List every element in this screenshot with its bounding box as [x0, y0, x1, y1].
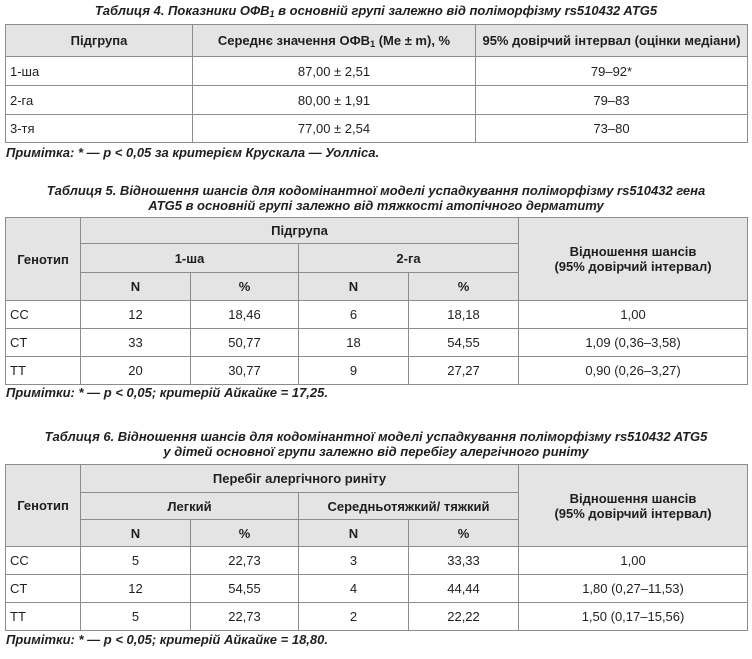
table5-header-pct2: %: [409, 273, 519, 301]
table4: [5, 24, 748, 143]
table5-note: Примітки: * — р < 0,05; критерій Айкайке = 17,25.: [6, 385, 328, 400]
table4-cell-group: 1-ша: [6, 57, 193, 86]
table4-caption-text: Таблиця 4. Показники ОФВ: [94, 3, 270, 18]
table4-note: Примітка: * — р < 0,05 за критерієм Крускала — Уолліса.: [6, 145, 380, 160]
table6-cell-n2: 4: [299, 575, 409, 603]
table5: [5, 217, 748, 385]
table4-cell-ci: 79–83: [476, 86, 748, 115]
table-row: [6, 575, 748, 603]
table6-header-sub2: Середньотяжкий/ тяжкий: [299, 493, 519, 520]
table6-note: Примітки: * — р < 0,05; критерій Айкайке = 18,80.: [6, 632, 328, 647]
table5-cell-pct1: 18,46: [191, 301, 299, 329]
table6-caption-line2: у дітей основної групи залежно від перебігу алергічного риніту: [163, 444, 589, 459]
table4-header-mean-subscript: 1: [370, 38, 376, 49]
table4-cell-ci: 79–92*: [476, 57, 748, 86]
table5-cell-n2: 6: [299, 301, 409, 329]
table5-header-group: Підгрупа: [81, 218, 519, 244]
table6-header-or-line1: Відношення шансів: [569, 490, 697, 506]
table4-header-mean-unit: (Me ± m), %: [375, 32, 451, 48]
table6-cell-pct2: 44,44: [409, 575, 519, 603]
table6-cell-n2: 2: [299, 603, 409, 631]
table4-cell-mean: 87,00 ± 2,51: [193, 57, 476, 86]
table4-cell-group: 3-тя: [6, 115, 193, 143]
table4-caption-subscript: 1: [269, 9, 275, 19]
table6-cell-pct1: 54,55: [191, 575, 299, 603]
table5-header-pct1: %: [191, 273, 299, 301]
table5-cell-n1: 20: [81, 357, 191, 385]
table5-cell-n1: 33: [81, 329, 191, 357]
table4-cell-ci: 73–80: [476, 115, 748, 143]
table5-header-odds-ratio: [519, 218, 748, 301]
table-row: [6, 547, 748, 575]
table5-header-or-line1: Відношення шансів: [569, 244, 697, 259]
table6-header-n2: N: [299, 520, 409, 547]
table4-header-mean: [193, 25, 476, 57]
table-row: [6, 301, 748, 329]
table6-cell-genotype: CC: [6, 547, 81, 575]
table6-header-odds-ratio: [519, 465, 748, 547]
table6-cell-n2: 3: [299, 547, 409, 575]
table6-cell-n1: 5: [81, 547, 191, 575]
table-row: [6, 357, 748, 385]
table4-caption: [0, 3, 752, 22]
table4-caption-text-end: в основній групі залежно від поліморфізму rs510432 ATG5: [274, 3, 658, 18]
table6-cell-or: 1,50 (0,17–15,56): [519, 603, 748, 631]
table5-cell-pct2: 27,27: [409, 357, 519, 385]
table6-cell-genotype: TT: [6, 603, 81, 631]
table4-cell-mean: 80,00 ± 1,91: [193, 86, 476, 115]
table6-cell-or: 1,00: [519, 547, 748, 575]
table6-caption: [0, 429, 752, 459]
table5-caption: [0, 183, 752, 213]
table5-header-sub2: 2-га: [299, 244, 519, 273]
table-row: [6, 329, 748, 357]
table6-caption-line1: Таблиця 6. Відношення шансів для кодомінантної моделі успадкування поліморфізму rs510432 ATG5: [44, 429, 708, 444]
table5-cell-pct1: 30,77: [191, 357, 299, 385]
table6: [5, 464, 748, 631]
table-row: [6, 86, 748, 115]
table5-cell-or: 1,00: [519, 301, 748, 329]
table5-cell-n2: 18: [299, 329, 409, 357]
table5-cell-or: 0,90 (0,26–3,27): [519, 357, 748, 385]
table6-header-pct1: %: [191, 520, 299, 547]
table5-caption-line1: Таблиця 5. Відношення шансів для кодомінантної моделі успадкування поліморфізму rs510432 гена: [46, 183, 706, 198]
table6-header-group: Перебіг алергічного риніту: [81, 465, 519, 493]
table4-cell-group: 2-га: [6, 86, 193, 115]
table5-cell-or: 1,09 (0,36–3,58): [519, 329, 748, 357]
table4-header-ci: 95% довірчий інтервал (оцінки медіани): [476, 25, 748, 57]
table5-caption-line2: ATG5 в основній групі залежно від тяжкості атопічного дерматиту: [148, 198, 604, 213]
table4-header-mean-text: Середнє значення ОФВ: [217, 32, 371, 48]
table5-cell-pct1: 50,77: [191, 329, 299, 357]
table5-header-or-line2: (95% довірчий інтервал): [554, 259, 712, 274]
table6-cell-genotype: CT: [6, 575, 81, 603]
table4-cell-mean: 77,00 ± 2,54: [193, 115, 476, 143]
table6-header-pct2: %: [409, 520, 519, 547]
table5-header-n2: N: [299, 273, 409, 301]
table6-cell-n1: 12: [81, 575, 191, 603]
table-row: [6, 603, 748, 631]
table6-cell-n1: 5: [81, 603, 191, 631]
table6-cell-pct1: 22,73: [191, 547, 299, 575]
table5-cell-pct2: 18,18: [409, 301, 519, 329]
table5-cell-pct2: 54,55: [409, 329, 519, 357]
table5-cell-n2: 9: [299, 357, 409, 385]
table5-header-genotype: Генотип: [6, 218, 81, 301]
table5-header-sub1: 1-ша: [81, 244, 299, 273]
table4-header-subgroup: Підгрупа: [6, 25, 193, 57]
table5-cell-genotype: CC: [6, 301, 81, 329]
table6-header-or-line2: (95% довірчий інтервал): [554, 505, 712, 521]
table5-cell-genotype: TT: [6, 357, 81, 385]
table6-header-sub1: Легкий: [81, 493, 299, 520]
table6-cell-or: 1,80 (0,27–11,53): [519, 575, 748, 603]
table6-header-n1: N: [81, 520, 191, 547]
table6-cell-pct2: 22,22: [409, 603, 519, 631]
table5-cell-n1: 12: [81, 301, 191, 329]
table-row: [6, 57, 748, 86]
table5-header-n1: N: [81, 273, 191, 301]
table6-cell-pct2: 33,33: [409, 547, 519, 575]
table6-header-genotype: Генотип: [6, 465, 81, 547]
table6-cell-pct1: 22,73: [191, 603, 299, 631]
table5-cell-genotype: CT: [6, 329, 81, 357]
table-row: [6, 115, 748, 143]
